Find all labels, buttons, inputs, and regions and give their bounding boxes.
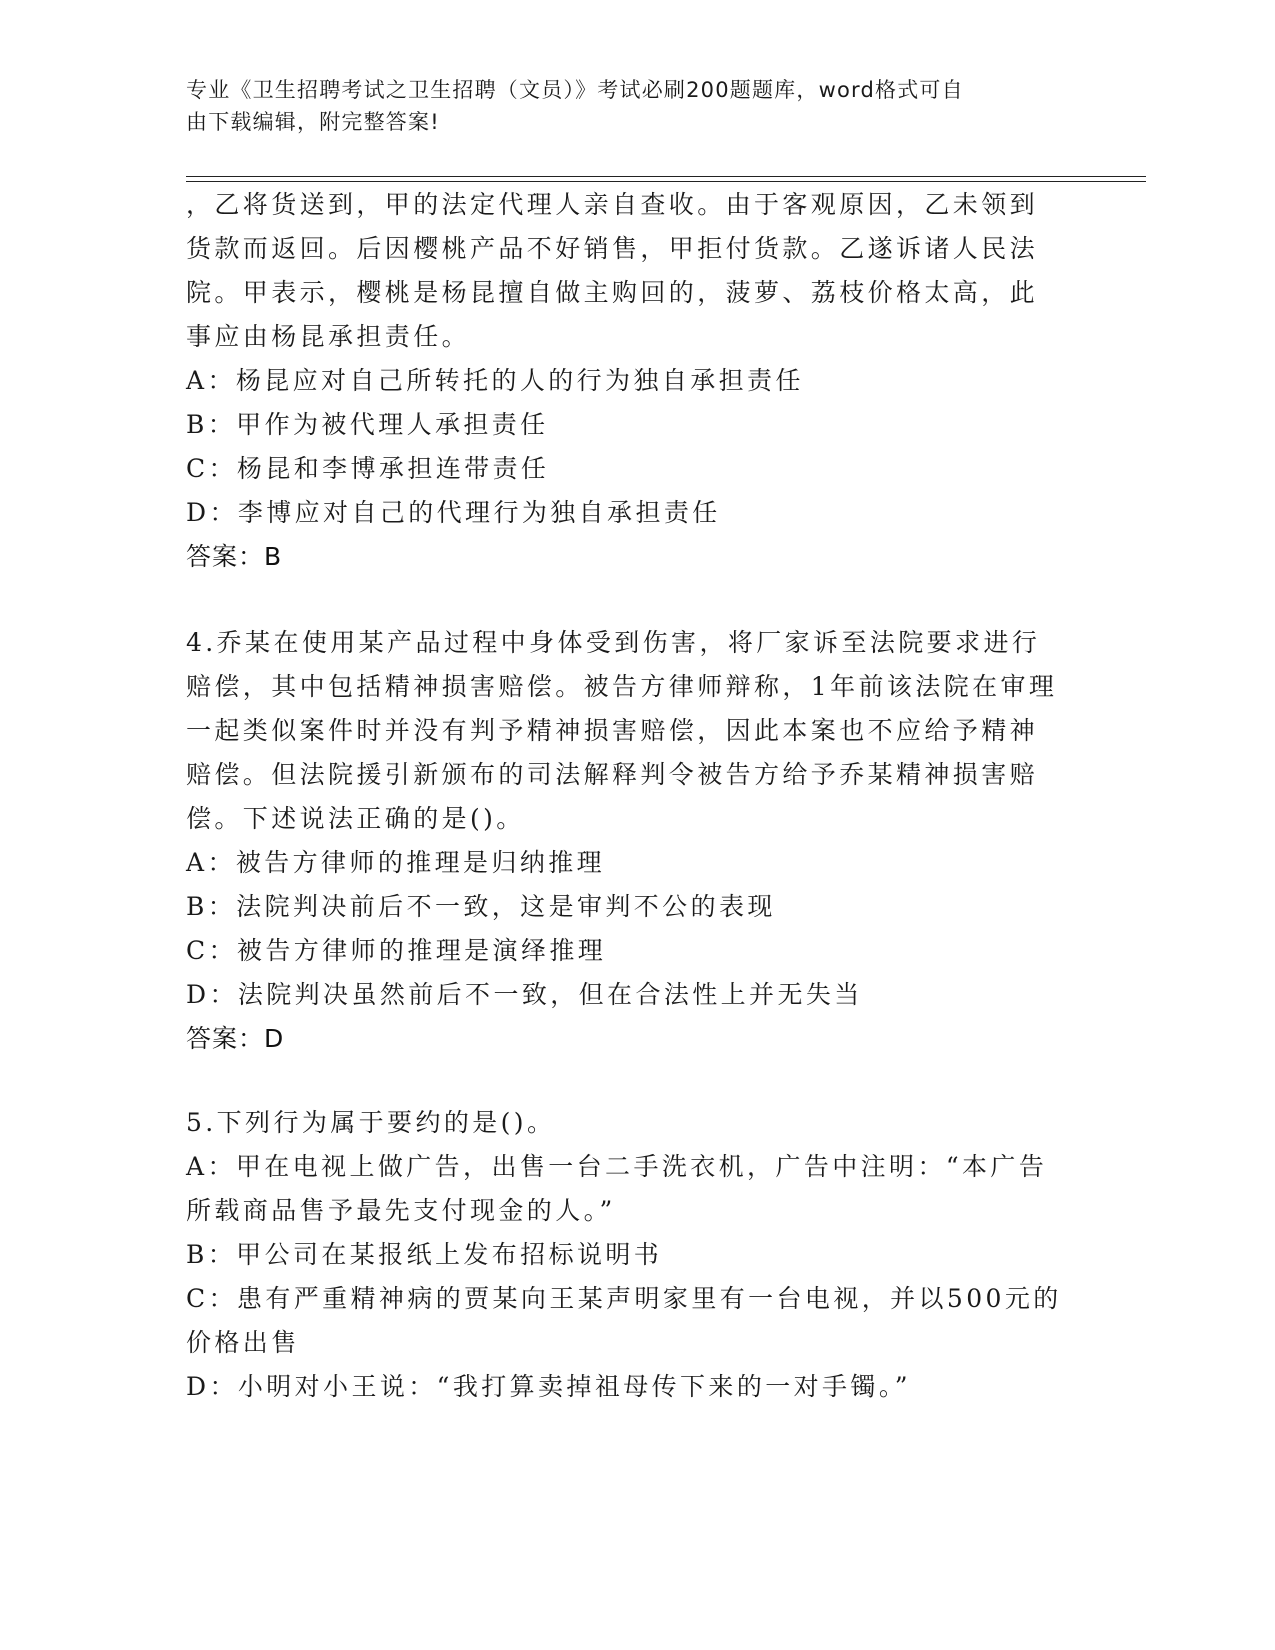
- header-divider: [186, 176, 1146, 182]
- header-line-1: 专业《卫生招聘考试之卫生招聘（文员）》考试必刷200题题库，word格式可自: [186, 78, 964, 102]
- option-d: D：李博应对自己的代理行为独自承担责任: [186, 498, 721, 527]
- option-c: C：患有严重精神病的贾某向王某声明家里有一台电视，并以500元的: [186, 1284, 1062, 1313]
- option-a: A：被告方律师的推理是归纳推理: [186, 848, 606, 877]
- question-stem-line: 赔偿。但法院援引新颁布的司法解释判令被告方给予乔某精神损害赔: [186, 760, 1039, 789]
- option-c-continued: 价格出售: [186, 1328, 300, 1357]
- option-b: B：甲作为被代理人承担责任: [186, 410, 549, 439]
- question-stem-line: 5.下列行为属于要约的是()。: [186, 1108, 556, 1137]
- question-stem-line: 事应由杨昆承担责任。: [186, 322, 471, 351]
- answer-label: 答案：D: [186, 1024, 285, 1053]
- question-stem-line: 院。甲表示，樱桃是杨昆擅自做主购回的，菠萝、荔枝价格太高，此: [186, 278, 1039, 307]
- question-stem-line: 赔偿，其中包括精神损害赔偿。被告方律师辩称，1年前该法院在审理: [186, 672, 1058, 701]
- header-line-2: 由下载编辑，附完整答案!: [186, 110, 440, 134]
- option-c: C：被告方律师的推理是演绎推理: [186, 936, 607, 965]
- option-c: C：杨昆和李博承担连带责任: [186, 454, 550, 483]
- question-stem-line: 偿。下述说法正确的是()。: [186, 804, 525, 833]
- option-a: A：杨昆应对自己所转托的人的行为独自承担责任: [186, 366, 804, 395]
- option-d: D：法院判决虽然前后不一致，但在合法性上并无失当: [186, 980, 863, 1009]
- question-stem-line: 一起类似案件时并没有判予精神损害赔偿，因此本案也不应给予精神: [186, 716, 1039, 745]
- question-stem-line: 货款而返回。后因樱桃产品不好销售，甲拒付货款。乙遂诉诸人民法: [186, 234, 1039, 263]
- question-stem-line: ，乙将货送到，甲的法定代理人亲自查收。由于客观原因，乙未领到: [186, 190, 1039, 219]
- option-a-continued: 所载商品售予最先支付现金的人。”: [186, 1196, 616, 1225]
- question-stem-line: 4.乔某在使用某产品过程中身体受到伤害，将厂家诉至法院要求进行: [186, 628, 1041, 657]
- option-d: D：小明对小王说：“我打算卖掉祖母传下来的一对手镯。”: [186, 1372, 911, 1401]
- answer-label: 答案：B: [186, 542, 283, 571]
- option-b: B：甲公司在某报纸上发布招标说明书: [186, 1240, 663, 1269]
- page-header: [186, 74, 1066, 138]
- option-b: B：法院判决前后不一致，这是审判不公的表现: [186, 892, 776, 921]
- option-a: A：甲在电视上做广告，出售一台二手洗衣机，广告中注明：“本广告: [186, 1152, 1048, 1181]
